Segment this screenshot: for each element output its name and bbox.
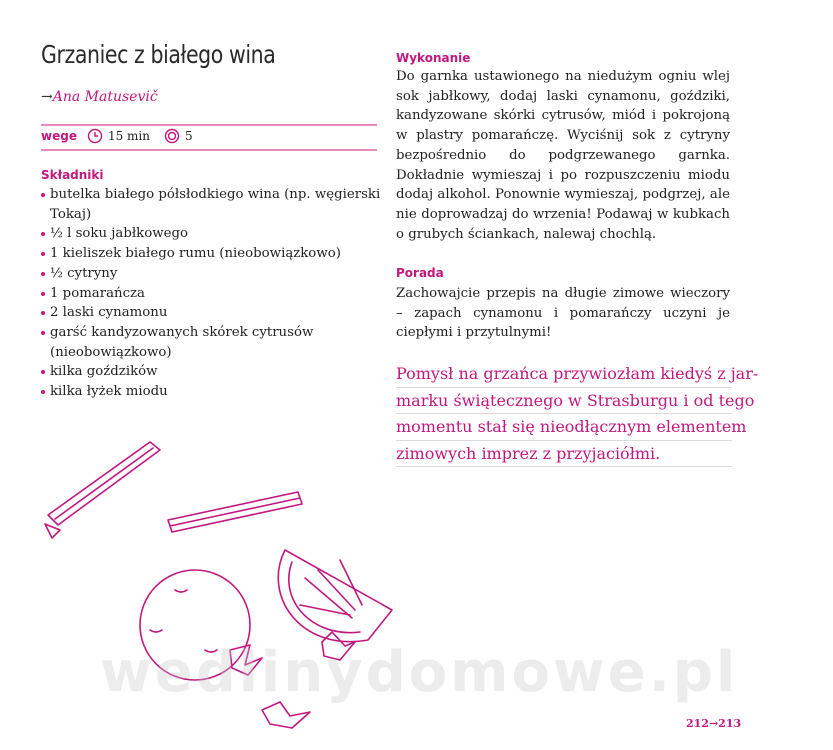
recipe-meta-bar — [41, 124, 377, 150]
ingredient-item: garść kandyzowanych skórek cytrusów (nieobowiązkowo) — [41, 323, 381, 362]
quote-line: momentu stał się nieodłącznym elementem — [396, 414, 732, 441]
author-line — [41, 89, 158, 105]
author-name: Ana Matusevič — [52, 89, 158, 105]
method-text: Do garnka ustawionego na niedużym ogniu wlej sok jabłkowy, dodaj laski cynamonu, goździki, kandyzowane skórki cytrusów, miód i pokrojoną w plastry pomarańczę. Wyciśnij sok z cytryny bezpośrednio do podgrzewanego garnka. Dokładnie wymieszaj i po rozpuszczeniu miodu dodaj alkohol. Ponownie wymieszaj, podgrzej, ale nie doprowadzaj do wrzenia! Podawaj w kubkach o grubych ściankach, nalewaj chochlą. — [396, 69, 730, 242]
watermark: wedlinydomowe.pl — [100, 640, 739, 705]
cinnamon-stick-short — [168, 492, 302, 532]
meta-rule-bottom — [41, 149, 377, 151]
meta-rule-top — [41, 124, 377, 126]
diet-tag: wege — [41, 129, 77, 143]
servings-count: 5 — [184, 129, 193, 143]
meta-row — [41, 128, 207, 144]
quote-line: marku świątecznego w Strasburgu i od tego — [396, 388, 732, 415]
prep-time: 15 min — [107, 129, 150, 143]
ingredient-item: kilka łyżek miodu — [41, 382, 381, 402]
method-heading: Wykonanie — [396, 51, 471, 65]
recipe-title: Grzaniec z białego wina — [41, 40, 276, 69]
ingredients-list — [41, 185, 381, 402]
tip-text: Zachowajcie przepis na długie zimowe wieczory – zapach cynamonu i pomarańczy uczyni je ciepłymi i przytulnymi! — [396, 286, 730, 341]
orange-slice — [278, 550, 392, 642]
quote-line: zimowych imprez z przyjaciółmi. — [396, 441, 732, 468]
page-numbers: 212→213 — [686, 717, 742, 730]
servings-icon — [164, 128, 180, 144]
ingredients-heading: Składniki — [41, 168, 104, 182]
ingredient-item: 1 pomarańcza — [41, 284, 381, 304]
ingredient-item: 1 kieliszek białego rumu (nieobowiązkowo) — [41, 244, 381, 264]
quote-line: Pomysł na grzańca przywiozłam kiedyś z jar- — [396, 361, 732, 388]
ingredient-item: 2 laski cynamonu — [41, 303, 381, 323]
ingredient-item: butelka białego półsłodkiego wina (np. węgierski Tokaj) — [41, 185, 381, 224]
author-arrow: → — [41, 89, 53, 105]
clove-3 — [262, 702, 310, 728]
ingredient-item: ½ cytryny — [41, 264, 381, 284]
ingredient-item: ½ l soku jabłkowego — [41, 224, 381, 244]
clock-icon — [87, 128, 103, 144]
ingredient-item: kilka goździków — [41, 362, 381, 382]
cinnamon-stick-long — [48, 442, 160, 525]
tip-heading: Porada — [396, 266, 444, 280]
